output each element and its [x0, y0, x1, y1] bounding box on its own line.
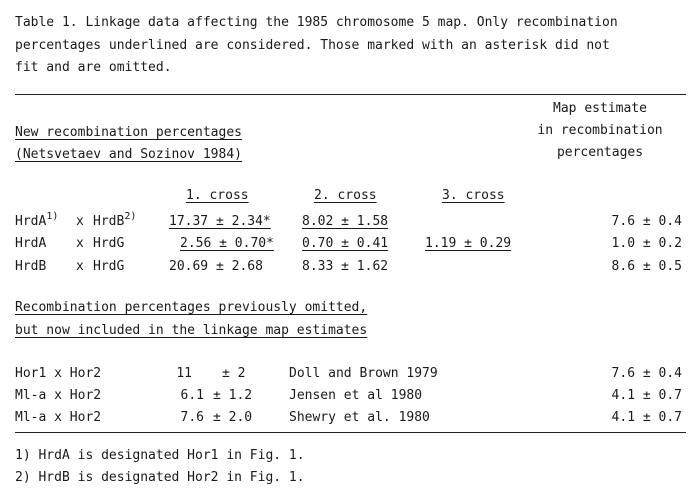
s2-row1-estimate: 7.6 ± 0.4 [611, 366, 682, 381]
row3-x: x [76, 259, 84, 274]
row1-x: x [76, 214, 84, 229]
s2-row1-pm: ± 2 [222, 366, 246, 381]
footnote-2: 2) HrdB is designated Hor2 in Fig. 1. [15, 470, 305, 485]
s2-row1-pair: Hor1 x Hor2 [15, 366, 102, 381]
row2-cross1: 2.56 ± 0.70* [180, 236, 274, 251]
s2-row3-estimate: 4.1 ± 0.7 [611, 410, 682, 425]
row2-cross2: 0.70 ± 0.41 [302, 236, 389, 251]
map-estimate-header-3: percentages [556, 145, 644, 160]
cross-header-1: 1. cross [186, 188, 249, 203]
bottom-rule [15, 432, 686, 433]
row2-gene-a: HrdA [15, 236, 47, 251]
caption-line-1: Table 1. Linkage data affecting the 1985 chromosome 5 map. Only recombination [15, 15, 618, 30]
s2-row2-pm: ± 1.2 [213, 388, 253, 403]
section2-title-1: Recombination percentages previously omitted, [15, 300, 368, 315]
footnote-1: 1) HrdA is designated Hor1 in Fig. 1. [15, 448, 305, 463]
map-estimate-header-2: in recombination [537, 123, 663, 138]
s2-row3-pair: Ml-a x Hor2 [15, 410, 102, 425]
row2-x: x [76, 236, 84, 251]
row1-cross1: 17.37 ± 2.34* [169, 214, 271, 229]
s2-row2-estimate: 4.1 ± 0.7 [611, 388, 682, 403]
row3-estimate: 8.6 ± 0.5 [611, 259, 682, 274]
row3-cross1: 20.69 ± 2.68 [169, 259, 263, 274]
row1-gene-a: HrdA$^{1)}$ [15, 211, 59, 229]
s2-row3-value: 7.6 [180, 410, 204, 425]
row1-estimate: 7.6 ± 0.4 [611, 214, 682, 229]
row2-cross3: 1.19 ± 0.29 [425, 236, 512, 251]
s2-row2-source: Jensen et al 1980 [289, 388, 423, 403]
row2-estimate: 1.0 ± 0.2 [611, 236, 682, 251]
cross-header-3: 3. cross [442, 188, 505, 203]
map-estimate-header-1: Map estimate [553, 101, 647, 116]
row3-gene-b: HrdG [93, 259, 125, 274]
s2-row1-value: 11 [176, 366, 192, 381]
caption-line-3: fit and are omitted. [15, 60, 172, 75]
top-rule [15, 94, 686, 95]
section1-subtitle: (Netsvetaev and Sozinov 1984) [15, 147, 242, 162]
s2-row2-pair: Ml-a x Hor2 [15, 388, 102, 403]
s2-row3-source: Shewry et al. 1980 [289, 410, 430, 425]
row1-cross2: 8.02 ± 1.58 [302, 214, 389, 229]
s2-row1-source: Doll and Brown 1979 [289, 366, 438, 381]
row2-gene-b: HrdG [93, 236, 125, 251]
s2-row3-pm: ± 2.0 [213, 410, 253, 425]
row3-cross2: 8.33 ± 1.62 [302, 259, 389, 274]
row3-gene-a: HrdB [15, 259, 47, 274]
row1-gene-b: HrdB$^{2)}$ [93, 211, 137, 229]
cross-header-2: 2. cross [314, 188, 377, 203]
caption-line-2: percentages underlined are considered. Those marked with an asterisk did not [15, 38, 610, 53]
s2-row2-value: 6.1 [180, 388, 204, 403]
section2-title-2: but now included in the linkage map estimates [15, 323, 368, 338]
section1-title: New recombination percentages [15, 125, 242, 140]
